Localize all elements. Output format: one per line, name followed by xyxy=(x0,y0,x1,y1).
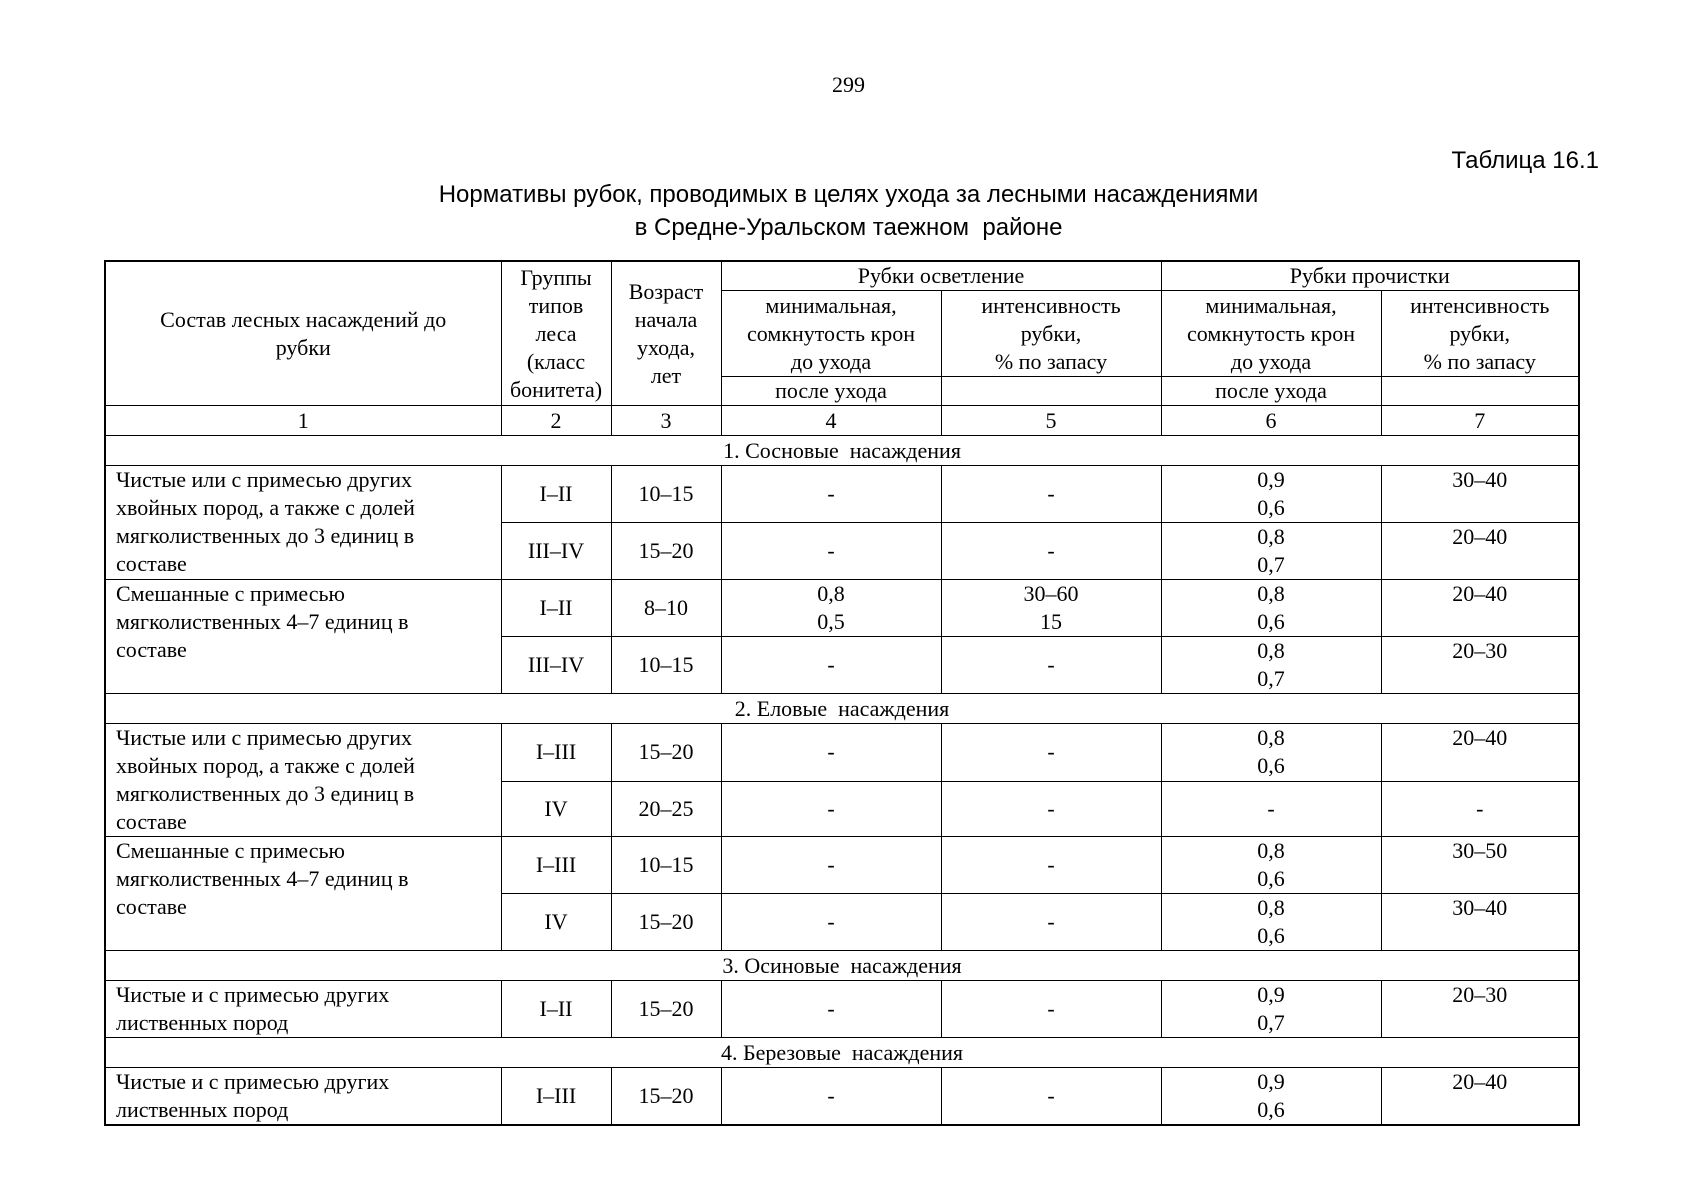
column-number: 1 xyxy=(105,406,501,436)
column-number: 7 xyxy=(1381,406,1579,436)
clearing-density-cell: - xyxy=(721,781,941,837)
clearing-density-cell: - xyxy=(721,981,941,1038)
norms-table xyxy=(104,260,1580,1126)
section-birch xyxy=(105,1038,1579,1126)
thinning-intensity-cell: 20–30 xyxy=(1381,981,1579,1038)
header-after-care-clearing: после ухода xyxy=(721,377,941,406)
header-intensity-clearing: интенсивность рубки, % по запасу xyxy=(941,291,1161,377)
thinning-intensity-cell: 30–50 xyxy=(1381,837,1579,894)
thinning-density-cell: 0,8 0,6 xyxy=(1161,580,1381,637)
column-number: 6 xyxy=(1161,406,1381,436)
table-title xyxy=(0,178,1697,244)
clearing-intensity-cell: - xyxy=(941,981,1161,1038)
class-cell: I–II xyxy=(501,466,611,523)
clearing-intensity-cell: - xyxy=(941,523,1161,580)
header-age: Возраст начала ухода, лет xyxy=(611,261,721,406)
column-number: 5 xyxy=(941,406,1161,436)
header-composition: Состав лесных насаждений до рубки xyxy=(105,261,501,406)
table-row xyxy=(105,981,1579,1038)
section-aspen xyxy=(105,951,1579,1038)
age-cell: 15–20 xyxy=(611,523,721,580)
class-cell: III–IV xyxy=(501,523,611,580)
header-empty-clearing xyxy=(941,377,1161,406)
thinning-density-cell: 0,8 0,6 xyxy=(1161,894,1381,951)
clearing-intensity-cell: - xyxy=(941,894,1161,951)
class-cell: III–IV xyxy=(501,637,611,694)
section-title: 1. Сосновые насаждения xyxy=(105,436,1579,466)
thinning-density-cell: 0,8 0,7 xyxy=(1161,637,1381,694)
table-title-line-2: в Средне-Уральском таежном районе xyxy=(634,214,1063,241)
composition-cell: Смешанные с примесью мягколиственных 4–7 единиц в составе xyxy=(105,580,501,694)
class-cell: I–II xyxy=(501,981,611,1038)
age-cell: 10–15 xyxy=(611,637,721,694)
clearing-density-cell: - xyxy=(721,837,941,894)
thinning-intensity-cell: 20–30 xyxy=(1381,637,1579,694)
thinning-intensity-cell: 20–40 xyxy=(1381,1068,1579,1126)
section-title: 4. Березовые насаждения xyxy=(105,1038,1579,1068)
thinning-intensity-cell: - xyxy=(1381,781,1579,837)
class-cell: IV xyxy=(501,781,611,837)
column-number: 2 xyxy=(501,406,611,436)
thinning-density-cell: 0,8 0,6 xyxy=(1161,724,1381,782)
clearing-intensity-cell: - xyxy=(941,837,1161,894)
thinning-density-cell: 0,9 0,7 xyxy=(1161,981,1381,1038)
class-cell: I–III xyxy=(501,837,611,894)
header-after-care-thinning: после ухода xyxy=(1161,377,1381,406)
age-cell: 10–15 xyxy=(611,837,721,894)
clearing-density-cell: - xyxy=(721,724,941,782)
header-min-density-thinning: минимальная, сомкнутость крон до ухода xyxy=(1161,291,1381,377)
thinning-density-cell: 0,9 0,6 xyxy=(1161,466,1381,523)
table-row xyxy=(105,580,1579,637)
table-title-line-1: Нормативы рубок, проводимых в целях ухода за лесными насаждениями xyxy=(438,181,1259,208)
thinning-density-cell: 0,8 0,6 xyxy=(1161,837,1381,894)
clearing-intensity-cell: 30–60 15 xyxy=(941,580,1161,637)
table-row xyxy=(105,724,1579,782)
table-header xyxy=(105,261,1579,436)
composition-cell: Чистые или с примесью других хвойных пород, а также с долей мягколиственных до 3 единиц в составе xyxy=(105,724,501,837)
section-spruce xyxy=(105,694,1579,951)
table-row xyxy=(105,837,1579,894)
age-cell: 10–15 xyxy=(611,466,721,523)
clearing-density-cell: 0,8 0,5 xyxy=(721,580,941,637)
thinning-intensity-cell: 20–40 xyxy=(1381,580,1579,637)
table-label: Таблица 16.1 xyxy=(1451,147,1599,174)
thinning-density-cell: 0,8 0,7 xyxy=(1161,523,1381,580)
table-row xyxy=(105,1068,1579,1126)
clearing-intensity-cell: - xyxy=(941,466,1161,523)
thinning-intensity-cell: 20–40 xyxy=(1381,724,1579,782)
column-number: 4 xyxy=(721,406,941,436)
age-cell: 15–20 xyxy=(611,981,721,1038)
section-pine xyxy=(105,436,1579,694)
section-title: 3. Осиновые насаждения xyxy=(105,951,1579,981)
age-cell: 15–20 xyxy=(611,1068,721,1126)
clearing-intensity-cell: - xyxy=(941,637,1161,694)
header-min-density-clearing: минимальная, сомкнутость крон до ухода xyxy=(721,291,941,377)
clearing-density-cell: - xyxy=(721,466,941,523)
header-thinning: Рубки прочистки xyxy=(1161,261,1579,291)
section-title: 2. Еловые насаждения xyxy=(105,694,1579,724)
age-cell: 20–25 xyxy=(611,781,721,837)
class-cell: IV xyxy=(501,894,611,951)
column-number: 3 xyxy=(611,406,721,436)
header-forest-groups: Группы типов леса (класс бонитета) xyxy=(501,261,611,406)
composition-cell: Чистые или с примесью других хвойных пород, а также с долей мягколиственных до 3 единиц в составе xyxy=(105,466,501,580)
composition-cell: Чистые и с примесью других лиственных пород xyxy=(105,1068,501,1126)
class-cell: I–II xyxy=(501,580,611,637)
clearing-density-cell: - xyxy=(721,894,941,951)
class-cell: I–III xyxy=(501,724,611,782)
composition-cell: Чистые и с примесью других лиственных пород xyxy=(105,981,501,1038)
age-cell: 15–20 xyxy=(611,894,721,951)
clearing-intensity-cell: - xyxy=(941,724,1161,782)
header-intensity-thinning: интенсивность рубки, % по запасу xyxy=(1381,291,1579,377)
clearing-intensity-cell: - xyxy=(941,1068,1161,1126)
clearing-density-cell: - xyxy=(721,1068,941,1126)
thinning-density-cell: 0,9 0,6 xyxy=(1161,1068,1381,1126)
age-cell: 15–20 xyxy=(611,724,721,782)
page-number: 299 xyxy=(832,72,865,97)
thinning-intensity-cell: 20–40 xyxy=(1381,523,1579,580)
clearing-density-cell: - xyxy=(721,523,941,580)
class-cell: I–III xyxy=(501,1068,611,1126)
thinning-density-cell: - xyxy=(1161,781,1381,837)
age-cell: 8–10 xyxy=(611,580,721,637)
thinning-intensity-cell: 30–40 xyxy=(1381,894,1579,951)
header-clearing: Рубки осветление xyxy=(721,261,1161,291)
table-row xyxy=(105,466,1579,523)
clearing-intensity-cell: - xyxy=(941,781,1161,837)
thinning-intensity-cell: 30–40 xyxy=(1381,466,1579,523)
composition-cell: Смешанные с примесью мягколиственных 4–7 единиц в составе xyxy=(105,837,501,951)
clearing-density-cell: - xyxy=(721,637,941,694)
header-empty-thinning xyxy=(1381,377,1579,406)
